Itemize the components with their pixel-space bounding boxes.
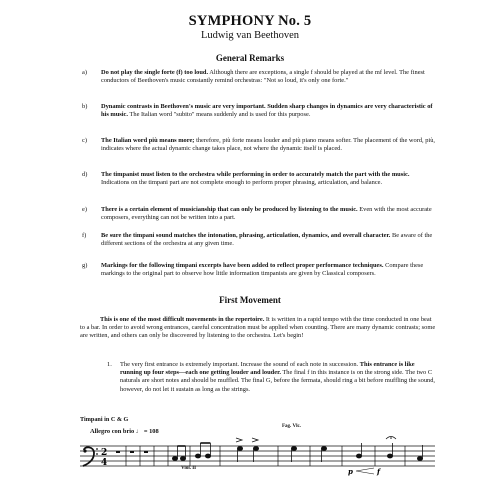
accent-icon bbox=[252, 438, 258, 442]
remark-bold: Be sure the timpani sound matches the intonation, phrasing, articulation, dynamics, and overall character. bbox=[101, 232, 391, 239]
remark-e bbox=[82, 206, 436, 222]
remark-text: therefore, più forte means louder and più piano means softer. The placement of the word, più, indicates where the actual dynamic change takes place, not where the dynamic itself is placed. bbox=[101, 137, 435, 153]
note-head bbox=[205, 454, 210, 458]
note-head bbox=[356, 454, 361, 458]
bass-clef-icon bbox=[83, 447, 98, 466]
remark-f bbox=[82, 232, 436, 248]
note-head bbox=[237, 447, 242, 451]
remark-bold: Markings for the following timpani excerpts have been added to reflect proper performance techniques. bbox=[101, 262, 384, 269]
remark-bold: Dynamic contrasts in Beethoven's music are very important. Sudden sharp changes in dynamics are very characteristic of his music. bbox=[101, 103, 433, 119]
remark-letter: c) bbox=[82, 137, 87, 144]
intro-bold: This is one of the most difficult movements in the repertoire. bbox=[100, 316, 265, 323]
remark-letter: a) bbox=[82, 69, 87, 76]
remark-bold: The Italian word più means more; bbox=[101, 137, 195, 144]
rest bbox=[144, 451, 148, 453]
remark-text: Compare these markings to the original part to observe how little information timpanists are given by Classical composers. bbox=[101, 262, 424, 278]
item-number: 1. bbox=[107, 361, 112, 368]
item-text-1: The very first entrance is extremely important. Increase the sound of each note in succession. bbox=[120, 361, 359, 368]
dynamic-p: p bbox=[348, 467, 353, 476]
remark-letter: e) bbox=[82, 206, 87, 213]
remark-b bbox=[82, 103, 436, 119]
remark-bold: There is a certain element of musicianship that can only be produced by listening to the music. bbox=[101, 206, 358, 213]
intro-text: It is written in a rapid tempo with the time conducted in one beat to a bar. In order to avoid wrong entrances, careful concentration must be applied when counting. There are many dynamic contrasts; some are written, and others can only be discovered by listening to the orchestra. Let's begin! bbox=[80, 316, 436, 340]
note-head bbox=[387, 454, 392, 458]
remark-bold: Do not play the single forte (f) too loud. bbox=[101, 69, 209, 76]
first-movement-heading: First Movement bbox=[219, 295, 281, 305]
accent-icon bbox=[236, 438, 242, 442]
remark-letter: g) bbox=[82, 262, 88, 269]
note-head bbox=[253, 447, 258, 451]
remark-letter: d) bbox=[82, 171, 88, 178]
rest bbox=[130, 451, 134, 453]
remark-text: Although there are exceptions, a single f should be played at the mf level. The finest conductors of Beethoven's music constantly remind orchestras: "Not so loud, it's only one forte." bbox=[101, 69, 425, 85]
note-head bbox=[172, 457, 177, 461]
remark-text: The Italian word "subito" means suddenly and is used for this purpose. bbox=[129, 111, 311, 119]
remark-bold: The timpanist must listen to the orchestra while performing in order to accurately match the part with the music. bbox=[101, 171, 410, 178]
note-head bbox=[417, 457, 422, 461]
rest bbox=[116, 451, 120, 453]
crescendo-hairpin bbox=[356, 468, 374, 474]
note-head bbox=[180, 457, 185, 461]
remark-text: Indications on the timpani part are not complete enough to perform proper phrasing, articulation, and balance. bbox=[101, 179, 383, 187]
general-remarks-heading: General Remarks bbox=[215, 53, 285, 63]
note-head bbox=[291, 447, 296, 451]
note-head bbox=[195, 454, 200, 458]
remark-text: Even with the most accurate composers, everything can not be written into a part. bbox=[101, 206, 432, 222]
remark-c bbox=[82, 137, 436, 153]
item-text-2: The final f in this instance is on the strong side. The two C naturals are short notes and should be muffled. The final G, before the fermata, should ring a bit before muffling the sound, however, do not let it sustain as long as the strings. bbox=[120, 369, 436, 393]
note-head bbox=[321, 447, 326, 451]
remark-letter: f) bbox=[82, 232, 87, 239]
remark-letter: b) bbox=[82, 103, 88, 110]
remark-d bbox=[82, 171, 436, 187]
remark-g bbox=[82, 262, 436, 278]
tempo-marking: Allegro con brio ♩ = 108 bbox=[90, 428, 159, 435]
remark-a bbox=[82, 69, 436, 85]
composer-name: Ludwig van Beethoven bbox=[201, 30, 299, 41]
time-signature-bottom: 4 bbox=[101, 458, 108, 468]
remark-text: Be aware of the different sections of the orchestra at any given time. bbox=[101, 232, 433, 248]
movement-item-1 bbox=[107, 361, 436, 394]
score-title: Timpani in C & G bbox=[80, 416, 129, 423]
cue-viol-ii: Viol. II bbox=[181, 466, 197, 471]
music-staff bbox=[80, 436, 440, 476]
cue-fag-vlc: Fag. Vlc. bbox=[282, 424, 301, 429]
time-signature-top: 2 bbox=[101, 448, 108, 458]
movement-intro bbox=[80, 316, 436, 341]
dynamic-f: f bbox=[377, 467, 381, 476]
page-title: SYMPHONY No. 5 bbox=[188, 13, 312, 29]
item-bold: This entrance is like running up four steps—each one getting louder and louder. bbox=[120, 361, 415, 377]
